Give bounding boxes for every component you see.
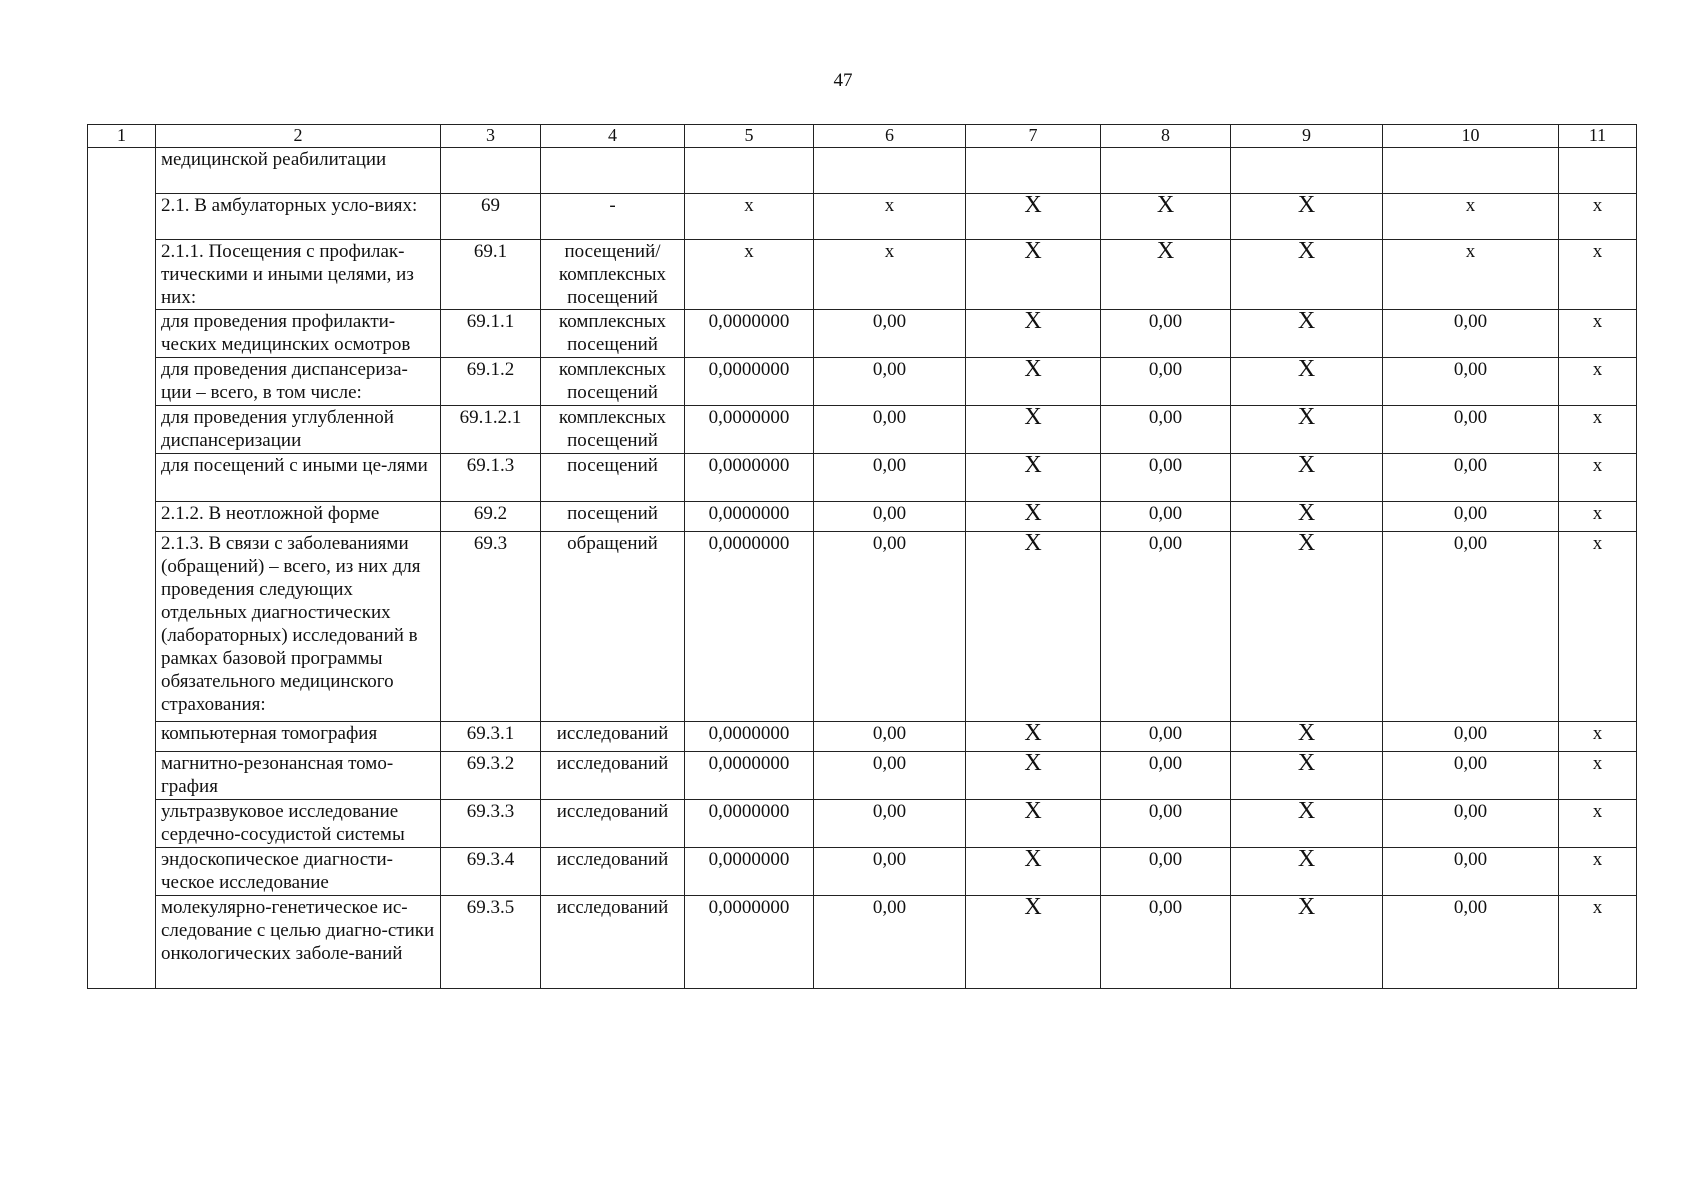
row-code: 69.1.2	[441, 358, 541, 406]
value-cell-c8: 0,00	[1101, 800, 1231, 848]
value-cell-c5: х	[685, 240, 814, 310]
value-cell-c10: х	[1383, 240, 1559, 310]
row-unit: исследований	[541, 800, 685, 848]
column-number: 3	[441, 125, 541, 148]
value-cell-c5: 0,0000000	[685, 502, 814, 532]
value-cell-c10: 0,00	[1383, 502, 1559, 532]
value-cell-c5: 0,0000000	[685, 310, 814, 358]
table-body	[88, 125, 1637, 989]
value-cell-c7: Х	[966, 454, 1101, 502]
value-cell-c5: х	[685, 194, 814, 240]
row-code: 69.1.1	[441, 310, 541, 358]
value-cell-c7: Х	[966, 722, 1101, 752]
row-unit: исследований	[541, 896, 685, 989]
row-code	[441, 148, 541, 194]
value-cell-c6: 0,00	[814, 896, 966, 989]
value-cell-c9: Х	[1231, 240, 1383, 310]
value-cell-c11: х	[1559, 722, 1637, 752]
column-number: 1	[88, 125, 156, 148]
value-cell-c8: 0,00	[1101, 722, 1231, 752]
table-row	[88, 800, 1637, 848]
value-cell-c8: 0,00	[1101, 752, 1231, 800]
row-code: 69.3.1	[441, 722, 541, 752]
value-cell-c6: 0,00	[814, 358, 966, 406]
value-cell-c8	[1101, 148, 1231, 194]
row-name: 2.1.2. В неотложной форме	[156, 502, 441, 532]
column-number: 5	[685, 125, 814, 148]
value-cell-c10: х	[1383, 194, 1559, 240]
value-cell-c11: х	[1559, 848, 1637, 896]
value-cell-c7: Х	[966, 848, 1101, 896]
value-cell-c6: х	[814, 240, 966, 310]
value-cell-c5: 0,0000000	[685, 752, 814, 800]
row-unit: посещений/ комплексных посещений	[541, 240, 685, 310]
value-cell-c11: х	[1559, 896, 1637, 989]
table-row	[88, 848, 1637, 896]
value-cell-c6: 0,00	[814, 454, 966, 502]
value-cell-c9: Х	[1231, 752, 1383, 800]
table-row	[88, 722, 1637, 752]
value-cell-c7: Х	[966, 194, 1101, 240]
value-cell-c10: 0,00	[1383, 358, 1559, 406]
column-1-cell	[88, 148, 156, 989]
value-cell-c10: 0,00	[1383, 896, 1559, 989]
value-cell-c5: 0,0000000	[685, 532, 814, 722]
column-number: 9	[1231, 125, 1383, 148]
row-name: для проведения профилакти-ческих медицинских осмотров	[156, 310, 441, 358]
value-cell-c7: Х	[966, 532, 1101, 722]
row-code: 69.3	[441, 532, 541, 722]
value-cell-c9: Х	[1231, 896, 1383, 989]
row-name: 2.1.1. Посещения с профилак-тическими и иными целями, из них:	[156, 240, 441, 310]
value-cell-c8: 0,00	[1101, 310, 1231, 358]
column-number: 10	[1383, 125, 1559, 148]
value-cell-c6: 0,00	[814, 752, 966, 800]
value-cell-c10	[1383, 148, 1559, 194]
value-cell-c10: 0,00	[1383, 722, 1559, 752]
table-row	[88, 148, 1637, 194]
row-name: молекулярно-генетическое ис-следование с целью диагно-стики онкологических заболе-ваний	[156, 896, 441, 989]
value-cell-c9	[1231, 148, 1383, 194]
value-cell-c10: 0,00	[1383, 310, 1559, 358]
value-cell-c6: х	[814, 194, 966, 240]
table-row	[88, 752, 1637, 800]
page-number: 47	[833, 70, 853, 91]
value-cell-c9: Х	[1231, 194, 1383, 240]
column-number: 7	[966, 125, 1101, 148]
value-cell-c6: 0,00	[814, 532, 966, 722]
row-unit	[541, 148, 685, 194]
column-number: 2	[156, 125, 441, 148]
value-cell-c11: х	[1559, 358, 1637, 406]
row-unit: комплексных посещений	[541, 310, 685, 358]
row-name: 2.1.3. В связи с заболеваниями (обращений) – всего, из них для проведения следующих отдельных диагностических (лабораторных) исследований в рамках базовой программы обязательного медицинского страхования:	[156, 532, 441, 722]
row-code: 69.1.2.1	[441, 406, 541, 454]
row-code: 69.2	[441, 502, 541, 532]
row-name: ультразвуковое исследование сердечно-сосудистой системы	[156, 800, 441, 848]
row-name: для проведения углубленной диспансеризации	[156, 406, 441, 454]
row-unit: обращений	[541, 532, 685, 722]
value-cell-c8: 0,00	[1101, 896, 1231, 989]
value-cell-c5: 0,0000000	[685, 896, 814, 989]
row-name: для посещений с иными це-лями	[156, 454, 441, 502]
value-cell-c9: Х	[1231, 310, 1383, 358]
value-cell-c6: 0,00	[814, 722, 966, 752]
row-code: 69.1	[441, 240, 541, 310]
row-name: компьютерная томография	[156, 722, 441, 752]
value-cell-c7: Х	[966, 310, 1101, 358]
table-row	[88, 406, 1637, 454]
column-number: 6	[814, 125, 966, 148]
value-cell-c5: 0,0000000	[685, 848, 814, 896]
value-cell-c6	[814, 148, 966, 194]
table-row	[88, 240, 1637, 310]
table-row	[88, 194, 1637, 240]
value-cell-c8: 0,00	[1101, 358, 1231, 406]
value-cell-c11: х	[1559, 752, 1637, 800]
row-name: медицинской реабилитации	[156, 148, 441, 194]
row-code: 69	[441, 194, 541, 240]
value-cell-c6: 0,00	[814, 310, 966, 358]
row-unit: комплексных посещений	[541, 358, 685, 406]
value-cell-c8: 0,00	[1101, 454, 1231, 502]
value-cell-c8: 0,00	[1101, 532, 1231, 722]
row-code: 69.3.3	[441, 800, 541, 848]
value-cell-c5	[685, 148, 814, 194]
table-row	[88, 358, 1637, 406]
value-cell-c7: Х	[966, 358, 1101, 406]
value-cell-c5: 0,0000000	[685, 454, 814, 502]
table-row	[88, 310, 1637, 358]
row-name: 2.1. В амбулаторных усло-виях:	[156, 194, 441, 240]
value-cell-c10: 0,00	[1383, 406, 1559, 454]
value-cell-c9: Х	[1231, 406, 1383, 454]
value-cell-c7: Х	[966, 406, 1101, 454]
row-unit: исследований	[541, 722, 685, 752]
value-cell-c10: 0,00	[1383, 532, 1559, 722]
table-row	[88, 502, 1637, 532]
value-cell-c8: 0,00	[1101, 406, 1231, 454]
value-cell-c8: 0,00	[1101, 848, 1231, 896]
value-cell-c11: х	[1559, 532, 1637, 722]
value-cell-c9: Х	[1231, 532, 1383, 722]
row-code: 69.3.4	[441, 848, 541, 896]
value-cell-c5: 0,0000000	[685, 800, 814, 848]
row-unit: исследований	[541, 848, 685, 896]
value-cell-c7: Х	[966, 502, 1101, 532]
row-name: эндоскопическое диагности-ческое исследование	[156, 848, 441, 896]
value-cell-c6: 0,00	[814, 800, 966, 848]
value-cell-c8: Х	[1101, 240, 1231, 310]
value-cell-c11	[1559, 148, 1637, 194]
value-cell-c6: 0,00	[814, 848, 966, 896]
column-number-row	[88, 125, 1637, 148]
value-cell-c11: х	[1559, 240, 1637, 310]
row-name: магнитно-резонансная томо-графия	[156, 752, 441, 800]
row-name: для проведения диспансериза-ции – всего, в том числе:	[156, 358, 441, 406]
value-cell-c9: Х	[1231, 358, 1383, 406]
value-cell-c7: Х	[966, 752, 1101, 800]
table-row	[88, 532, 1637, 722]
value-cell-c9: Х	[1231, 848, 1383, 896]
value-cell-c11: х	[1559, 194, 1637, 240]
value-cell-c11: х	[1559, 406, 1637, 454]
value-cell-c8: Х	[1101, 194, 1231, 240]
value-cell-c9: Х	[1231, 722, 1383, 752]
value-cell-c5: 0,0000000	[685, 358, 814, 406]
value-cell-c9: Х	[1231, 800, 1383, 848]
value-cell-c10: 0,00	[1383, 800, 1559, 848]
row-unit: посещений	[541, 454, 685, 502]
value-cell-c7: Х	[966, 800, 1101, 848]
value-cell-c7: Х	[966, 896, 1101, 989]
row-code: 69.3.2	[441, 752, 541, 800]
table-row	[88, 454, 1637, 502]
value-cell-c10: 0,00	[1383, 752, 1559, 800]
row-code: 69.1.3	[441, 454, 541, 502]
value-cell-c9: Х	[1231, 454, 1383, 502]
column-number: 11	[1559, 125, 1637, 148]
row-unit: посещений	[541, 502, 685, 532]
row-code: 69.3.5	[441, 896, 541, 989]
value-cell-c5: 0,0000000	[685, 406, 814, 454]
row-unit: -	[541, 194, 685, 240]
data-table	[87, 124, 1637, 989]
value-cell-c10: 0,00	[1383, 454, 1559, 502]
value-cell-c7: Х	[966, 240, 1101, 310]
value-cell-c11: х	[1559, 502, 1637, 532]
column-number: 4	[541, 125, 685, 148]
table-row	[88, 896, 1637, 989]
value-cell-c11: х	[1559, 800, 1637, 848]
row-unit: комплексных посещений	[541, 406, 685, 454]
row-unit: исследований	[541, 752, 685, 800]
value-cell-c7	[966, 148, 1101, 194]
value-cell-c11: х	[1559, 310, 1637, 358]
value-cell-c6: 0,00	[814, 406, 966, 454]
value-cell-c5: 0,0000000	[685, 722, 814, 752]
value-cell-c11: х	[1559, 454, 1637, 502]
value-cell-c6: 0,00	[814, 502, 966, 532]
value-cell-c9: Х	[1231, 502, 1383, 532]
value-cell-c8: 0,00	[1101, 502, 1231, 532]
column-number: 8	[1101, 125, 1231, 148]
value-cell-c10: 0,00	[1383, 848, 1559, 896]
